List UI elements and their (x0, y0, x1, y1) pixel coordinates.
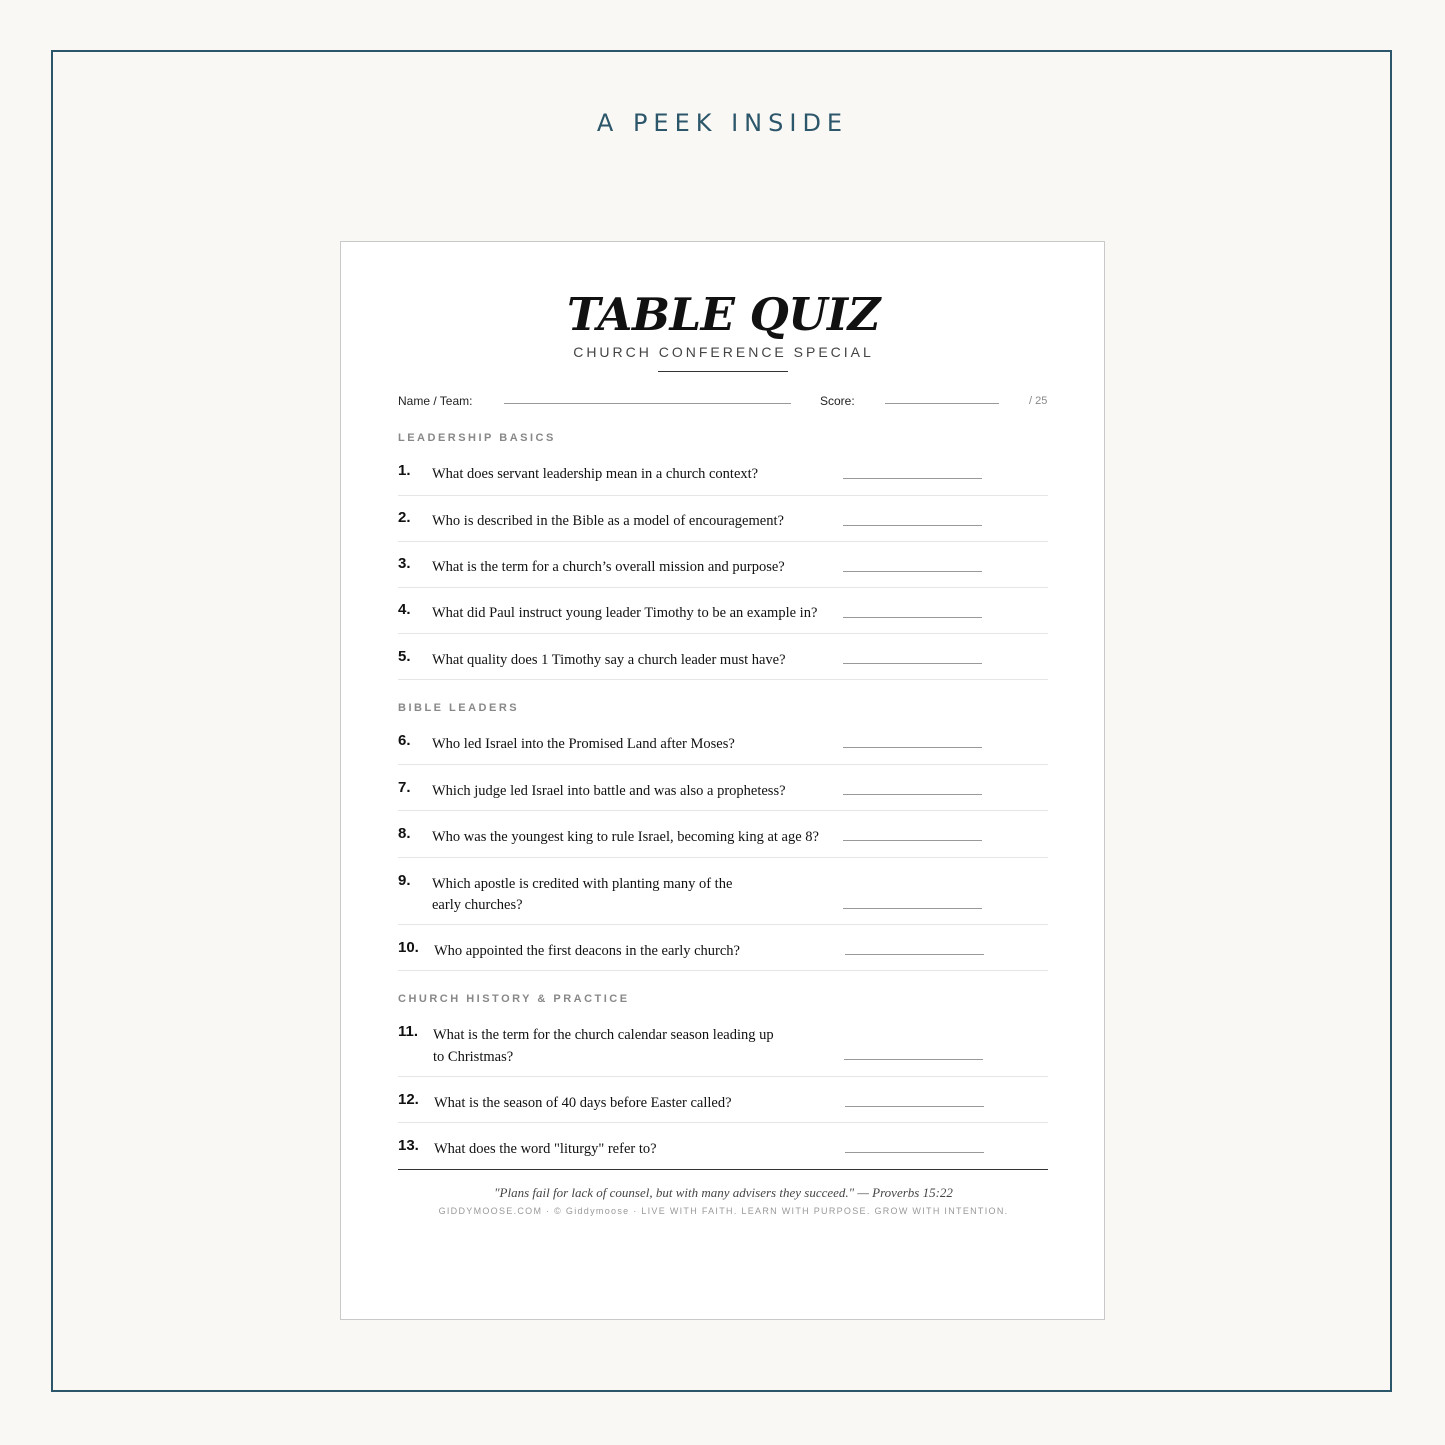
question-number: 10. (398, 939, 419, 956)
question-number: 2. (398, 509, 411, 526)
score-field[interactable] (885, 403, 999, 404)
question-text: What is the season of 40 days before Easter called? (434, 1095, 732, 1111)
answer-line[interactable] (844, 1059, 983, 1060)
question-row (398, 601, 1048, 634)
score-label: Score: (820, 394, 855, 408)
question-number: 5. (398, 648, 411, 665)
question-row (398, 825, 1048, 858)
scripture-quote: "Plans fail for lack of counsel, but with many advisers they succeed." — Proverbs 15:22 (494, 1185, 953, 1200)
answer-line[interactable] (845, 1152, 984, 1153)
answer-line[interactable] (845, 1106, 984, 1107)
answer-line[interactable] (843, 617, 982, 618)
answer-line[interactable] (843, 525, 982, 526)
question-number: 3. (398, 555, 411, 572)
question-row (398, 1137, 1048, 1167)
question-row (398, 939, 1048, 971)
question-text: What does servant leadership mean in a church context? (432, 466, 759, 482)
answer-line[interactable] (843, 747, 982, 748)
section-heading-church-history-practice: CHURCH HISTORY & PRACTICE (398, 993, 630, 1005)
name-team-label: Name / Team: (398, 394, 473, 408)
question-row (398, 555, 1048, 588)
quiz-title: TABLE QUIZ (567, 288, 880, 341)
section-heading-bible-leaders: BIBLE LEADERS (398, 702, 520, 714)
answer-line[interactable] (843, 478, 982, 479)
quiz-sheet (340, 241, 1105, 1320)
footer-credits: GIDDYMOOSE.COM · © Giddymoose · LIVE WITH FAITH. LEARN WITH PURPOSE. GROW WITH INTENTION. (438, 1206, 1009, 1216)
question-number: 7. (398, 779, 411, 796)
question-row (398, 732, 1048, 765)
question-text-line-1: What is the term for the church calendar season leading up (433, 1027, 774, 1043)
question-text-line-1: Which apostle is credited with planting many of the (432, 876, 733, 892)
question-row (398, 1023, 1048, 1077)
question-text-line-2: to Christmas? (433, 1049, 514, 1065)
question-text: What did Paul instruct young leader Timothy to be an example in? (432, 605, 818, 621)
question-number: 4. (398, 601, 411, 618)
question-text: What is the term for a church’s overall mission and purpose? (432, 559, 785, 575)
answer-line[interactable] (843, 663, 982, 664)
question-number: 11. (398, 1023, 419, 1040)
question-number: 1. (398, 462, 411, 479)
answer-line[interactable] (843, 794, 982, 795)
question-number: 9. (398, 872, 411, 889)
question-row (398, 648, 1048, 680)
footer-divider (398, 1169, 1048, 1170)
title-divider (658, 371, 788, 372)
question-text: Who led Israel into the Promised Land after Moses? (432, 736, 735, 752)
section-heading-leadership-basics: LEADERSHIP BASICS (398, 432, 556, 444)
question-text: Who is described in the Bible as a model of encouragement? (432, 513, 784, 529)
question-text: What quality does 1 Timothy say a church leader must have? (432, 652, 786, 668)
question-row (398, 1091, 1048, 1123)
question-row (398, 779, 1048, 811)
answer-line[interactable] (843, 571, 982, 572)
question-text: Who was the youngest king to rule Israel, becoming king at age 8? (432, 829, 819, 845)
page-title: A PEEK INSIDE (596, 109, 849, 137)
answer-line[interactable] (845, 954, 984, 955)
question-number: 12. (398, 1091, 419, 1108)
name-team-field[interactable] (504, 403, 791, 404)
question-text: Which judge led Israel into battle and was also a prophetess? (432, 783, 786, 799)
question-text-line-2: early churches? (432, 897, 523, 913)
question-text: What does the word "liturgy" refer to? (434, 1141, 657, 1157)
answer-line[interactable] (843, 908, 982, 909)
question-row (398, 872, 1048, 925)
quiz-subtitle: CHURCH CONFERENCE SPECIAL (573, 344, 874, 360)
question-row (398, 509, 1048, 542)
score-total: / 25 (1029, 395, 1048, 407)
question-row (398, 462, 1048, 496)
question-number: 13. (398, 1137, 419, 1154)
question-number: 8. (398, 825, 411, 842)
answer-line[interactable] (843, 840, 982, 841)
question-number: 6. (398, 732, 411, 749)
question-text: Who appointed the first deacons in the early church? (434, 943, 740, 959)
